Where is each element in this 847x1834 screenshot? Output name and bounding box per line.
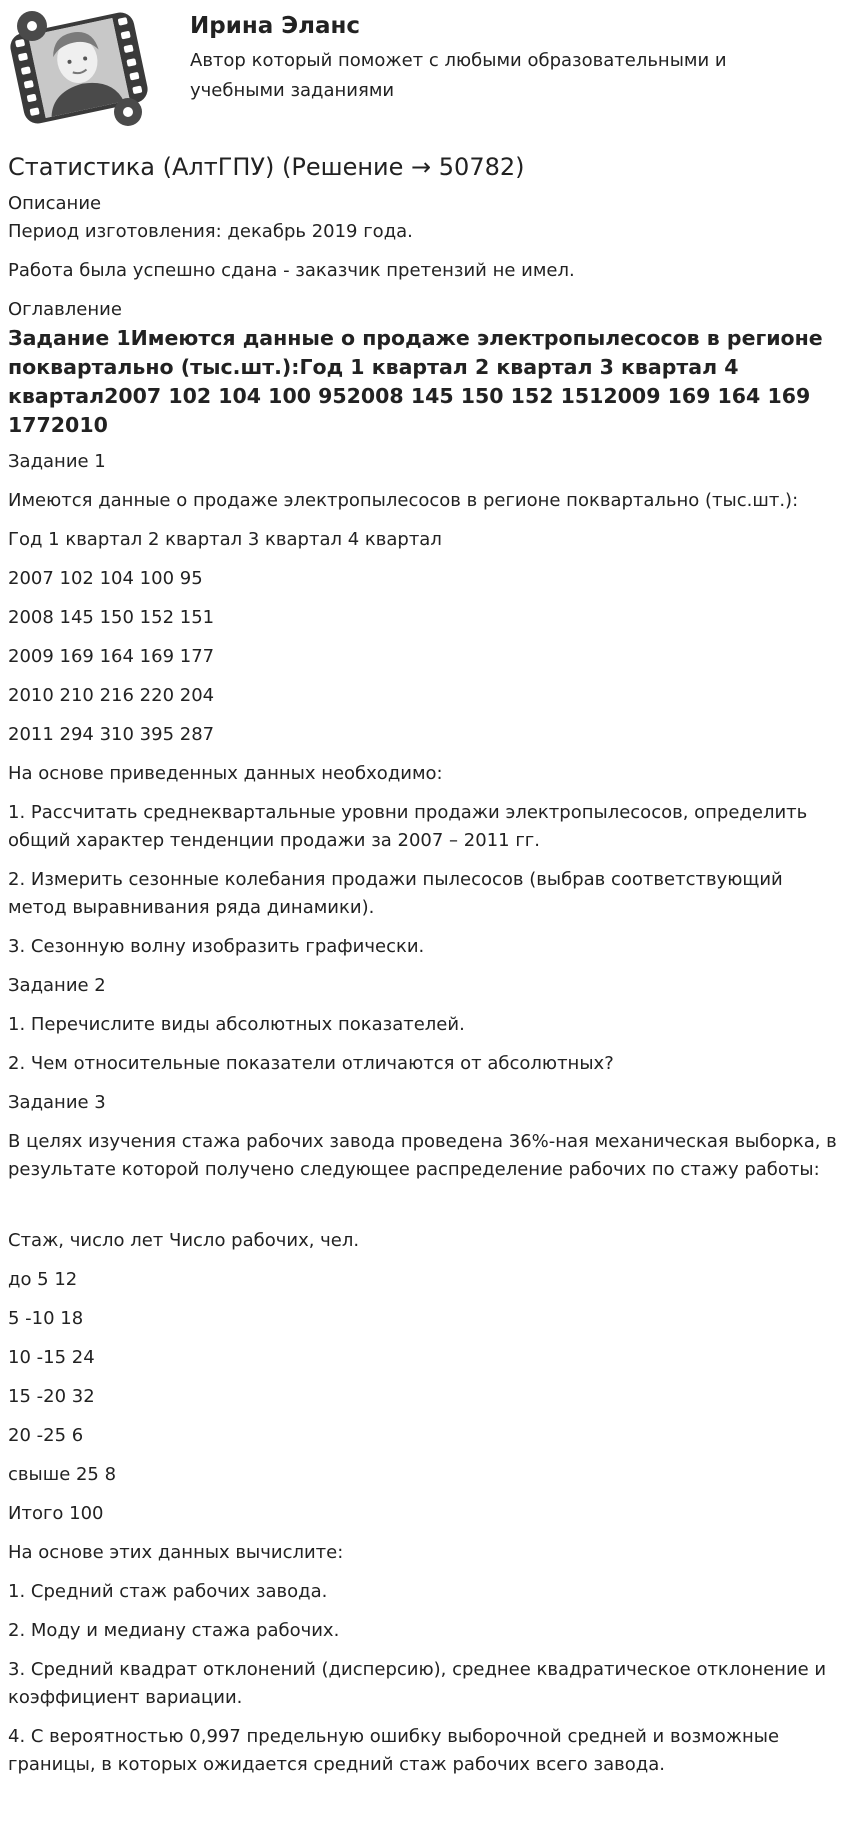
content-paragraph: 2011 294 310 395 287 <box>8 724 215 745</box>
content-paragraph: 2008 145 150 152 151 <box>8 607 215 628</box>
content-paragraph: 4. С вероятностью 0,997 предельную ошибку выборочной средней и возможные границы, в которых ожидается средний стаж рабочих всего завода. <box>8 1726 780 1775</box>
description-label: Описание <box>8 193 102 214</box>
content-paragraph: 1. Рассчитать среднеквартальные уровни продажи электропылесосов, определить общий характер тенденции продажи за 2007 – 2011 гг. <box>8 802 808 851</box>
author-avatar[interactable] <box>8 8 150 128</box>
description-line: Работа была успешно сдана - заказчик претензий не имел. <box>8 260 575 281</box>
content-paragraph: до 5 12 <box>8 1269 78 1290</box>
author-name[interactable]: Ирина Эланс <box>190 13 361 39</box>
author-card <box>8 0 838 138</box>
content-paragraph: 2. Моду и медиану стажа рабочих. <box>8 1620 340 1641</box>
content-paragraph: Итого 100 <box>8 1503 104 1524</box>
content-paragraph: Имеются данные о продаже электропылесосов в регионе поквартально (тыс.шт.): <box>8 490 799 511</box>
content-paragraph: В целях изучения стажа рабочих завода проведена 36%-ная механическая выборка, в результате которой получено следующее распределение рабочих по стажу работы: <box>8 1131 837 1180</box>
content-paragraph: Стаж, число лет Число рабочих, чел. <box>8 1230 360 1251</box>
content-paragraph: 15 -20 32 <box>8 1386 95 1407</box>
film-reel-avatar-icon <box>8 8 150 128</box>
content-paragraph: На основе приведенных данных необходимо: <box>8 763 443 784</box>
content-paragraph: 2010 210 216 220 204 <box>8 685 215 706</box>
content-paragraph: 1. Средний стаж рабочих завода. <box>8 1581 328 1602</box>
content-paragraph: 10 -15 24 <box>8 1347 95 1368</box>
content-paragraph: На основе этих данных вычислите: <box>8 1542 344 1563</box>
content-paragraph: Задание 3 <box>8 1092 106 1113</box>
content-paragraph: 1. Перечислите виды абсолютных показателей. <box>8 1014 465 1035</box>
content-paragraph: Год 1 квартал 2 квартал 3 квартал 4 квартал <box>8 529 442 550</box>
toc-heading: Задание 1Имеются данные о продаже электропылесосов в регионе поквартально (тыс.шт.):Год 1 квартал 2 квартал 3 квартал 4 квартал2007 102 104 100 952008 145 150 152 1512009 169 164 169 1772010 <box>8 326 823 437</box>
content-paragraph: 2. Чем относительные показатели отличаются от абсолютных? <box>8 1053 614 1074</box>
content-paragraph: свыше 25 8 <box>8 1464 117 1485</box>
content-paragraph: 2007 102 104 100 95 <box>8 568 203 589</box>
content-paragraph: 2. Измерить сезонные колебания продажи пылесосов (выбрав соответствующий метод выравнивания ряда динамики). <box>8 869 783 918</box>
content-paragraph: Задание 2 <box>8 975 106 996</box>
content-paragraph: 5 -10 18 <box>8 1308 84 1329</box>
blank-line <box>8 1195 838 1227</box>
content-paragraph: 2009 169 164 169 177 <box>8 646 215 667</box>
content-paragraph: 20 -25 6 <box>8 1425 84 1446</box>
author-description: Автор который поможет с любыми образовательными и учебными заданиями <box>190 50 727 101</box>
content-paragraph: 3. Сезонную волну изобразить графически. <box>8 936 425 957</box>
content-paragraph: Задание 1 <box>8 451 106 472</box>
description-line: Период изготовления: декабрь 2019 года. <box>8 221 413 242</box>
toc-label: Оглавление <box>8 299 122 320</box>
page-title: Статистика (АлтГПУ) (Решение → 50782) <box>8 153 525 181</box>
content-paragraph: 3. Средний квадрат отклонений (дисперсию), среднее квадратическое отклонение и коэффициент вариации. <box>8 1659 827 1708</box>
